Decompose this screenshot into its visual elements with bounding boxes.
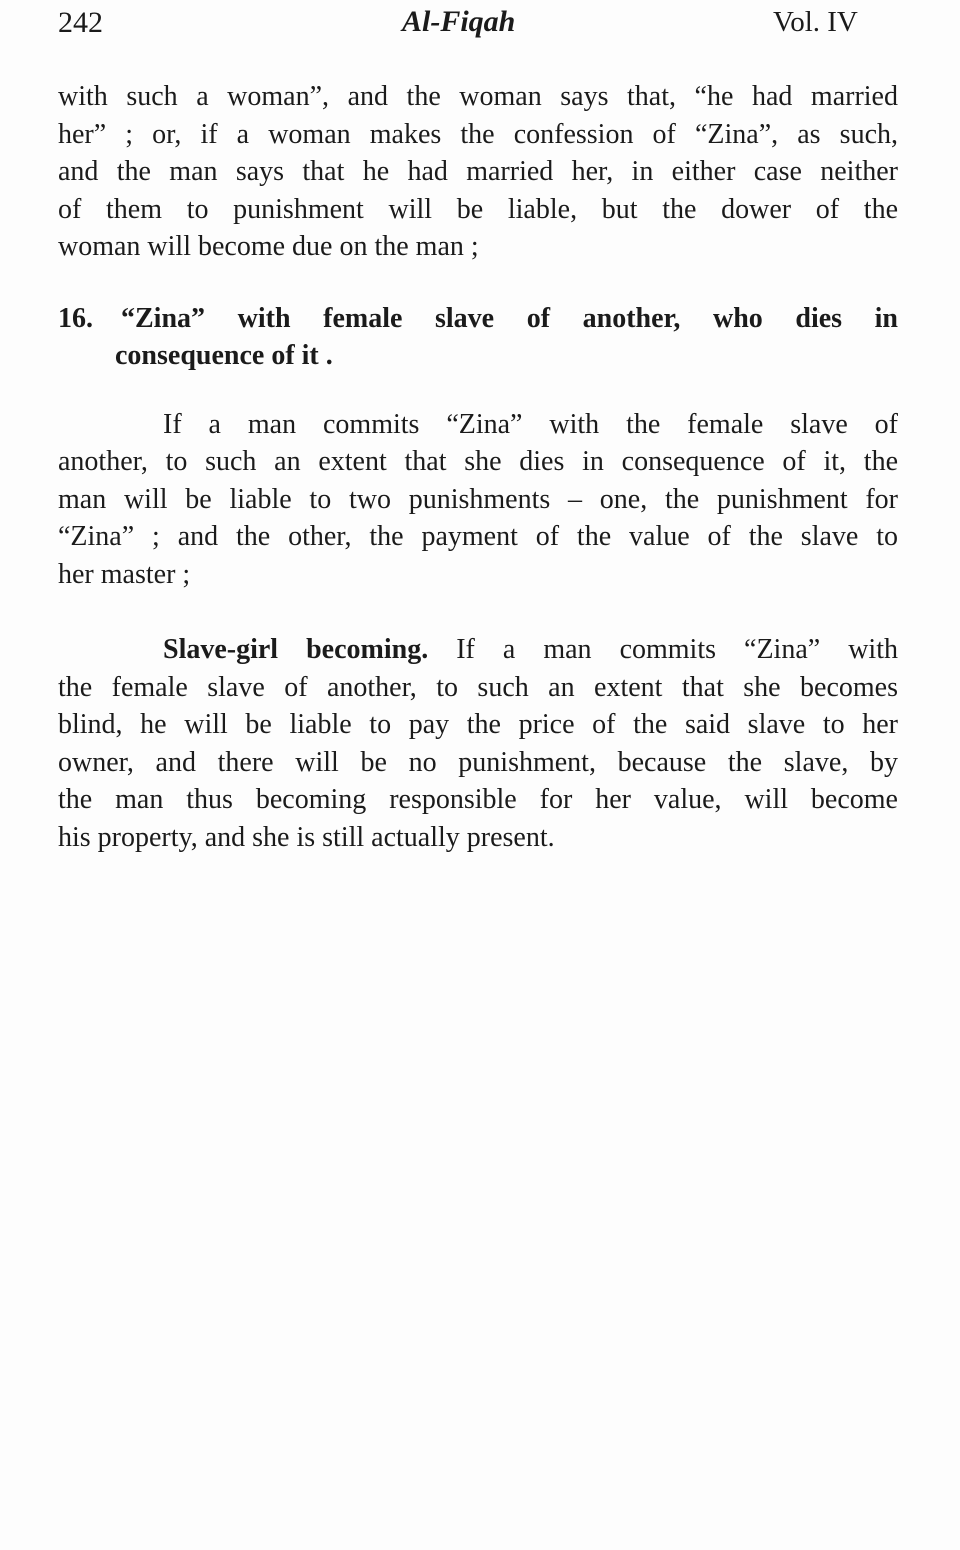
text-segment: owner, and there will be no punishment, because the slave, by — [58, 746, 898, 778]
text-line — [58, 669, 898, 707]
page-number: 242 — [58, 6, 103, 39]
bold-run-in-text: Slave-girl becoming. — [163, 634, 429, 665]
page-body — [58, 78, 898, 856]
text-segment: with such a woman”, and the woman says that, “he had married — [58, 81, 898, 112]
section-number: 16. — [58, 302, 93, 334]
text-segment: woman will become due on the man ; — [58, 231, 479, 262]
text-segment: his property, and she is still actually present. — [58, 821, 555, 853]
page-header — [0, 0, 960, 44]
text-segment: “Zina” with female slave of another, who dies in — [121, 302, 898, 334]
paragraph — [58, 78, 898, 266]
text-segment: consequence of it . — [115, 340, 333, 371]
text-segment: “Zina” ; and the other, the payment of the value of the slave to — [58, 521, 898, 552]
text-line — [58, 556, 898, 594]
text-line — [58, 228, 898, 266]
text-line — [58, 191, 898, 229]
text-line — [58, 744, 898, 782]
text-line — [58, 78, 898, 116]
text-segment: of them to punishment will be liable, but the dower of the — [58, 193, 898, 225]
book-title: Al-Fiqah — [402, 5, 516, 38]
text-segment: another, to such an extent that she dies in consequence of it, the — [58, 446, 898, 477]
text-line — [58, 406, 898, 444]
text-segment: her” ; or, if a woman makes the confession of “Zina”, as such, — [58, 118, 898, 150]
text-segment: the female slave of another, to such an extent that she becomes — [58, 671, 898, 703]
text-line — [58, 337, 898, 375]
text-segment: her master ; — [58, 558, 191, 590]
text-segment: blind, he will be liable to pay the price of the said slave to her — [58, 709, 898, 740]
text-line — [58, 518, 898, 556]
text-line — [58, 153, 898, 191]
section-heading — [58, 300, 898, 375]
text-segment: the man thus becoming responsible for her value, will become — [58, 784, 898, 815]
text-line — [58, 631, 898, 669]
text-line — [58, 819, 898, 857]
paragraph — [58, 631, 898, 856]
text-line — [58, 481, 898, 519]
text-segment: man will be liable to two punishments – one, the punishment for — [58, 483, 898, 515]
text-segment: If a man commits “Zina” with the female slave of — [163, 408, 898, 440]
paragraph — [58, 406, 898, 594]
text-segment: If a man commits “Zina” with — [428, 634, 898, 665]
text-segment: and the man says that he had married her, in either case neither — [58, 156, 898, 187]
text-line — [58, 116, 898, 154]
text-line — [58, 706, 898, 744]
text-line — [58, 443, 898, 481]
text-line — [58, 300, 898, 338]
text-line — [58, 781, 898, 819]
volume-label: Vol. IV — [773, 6, 858, 38]
